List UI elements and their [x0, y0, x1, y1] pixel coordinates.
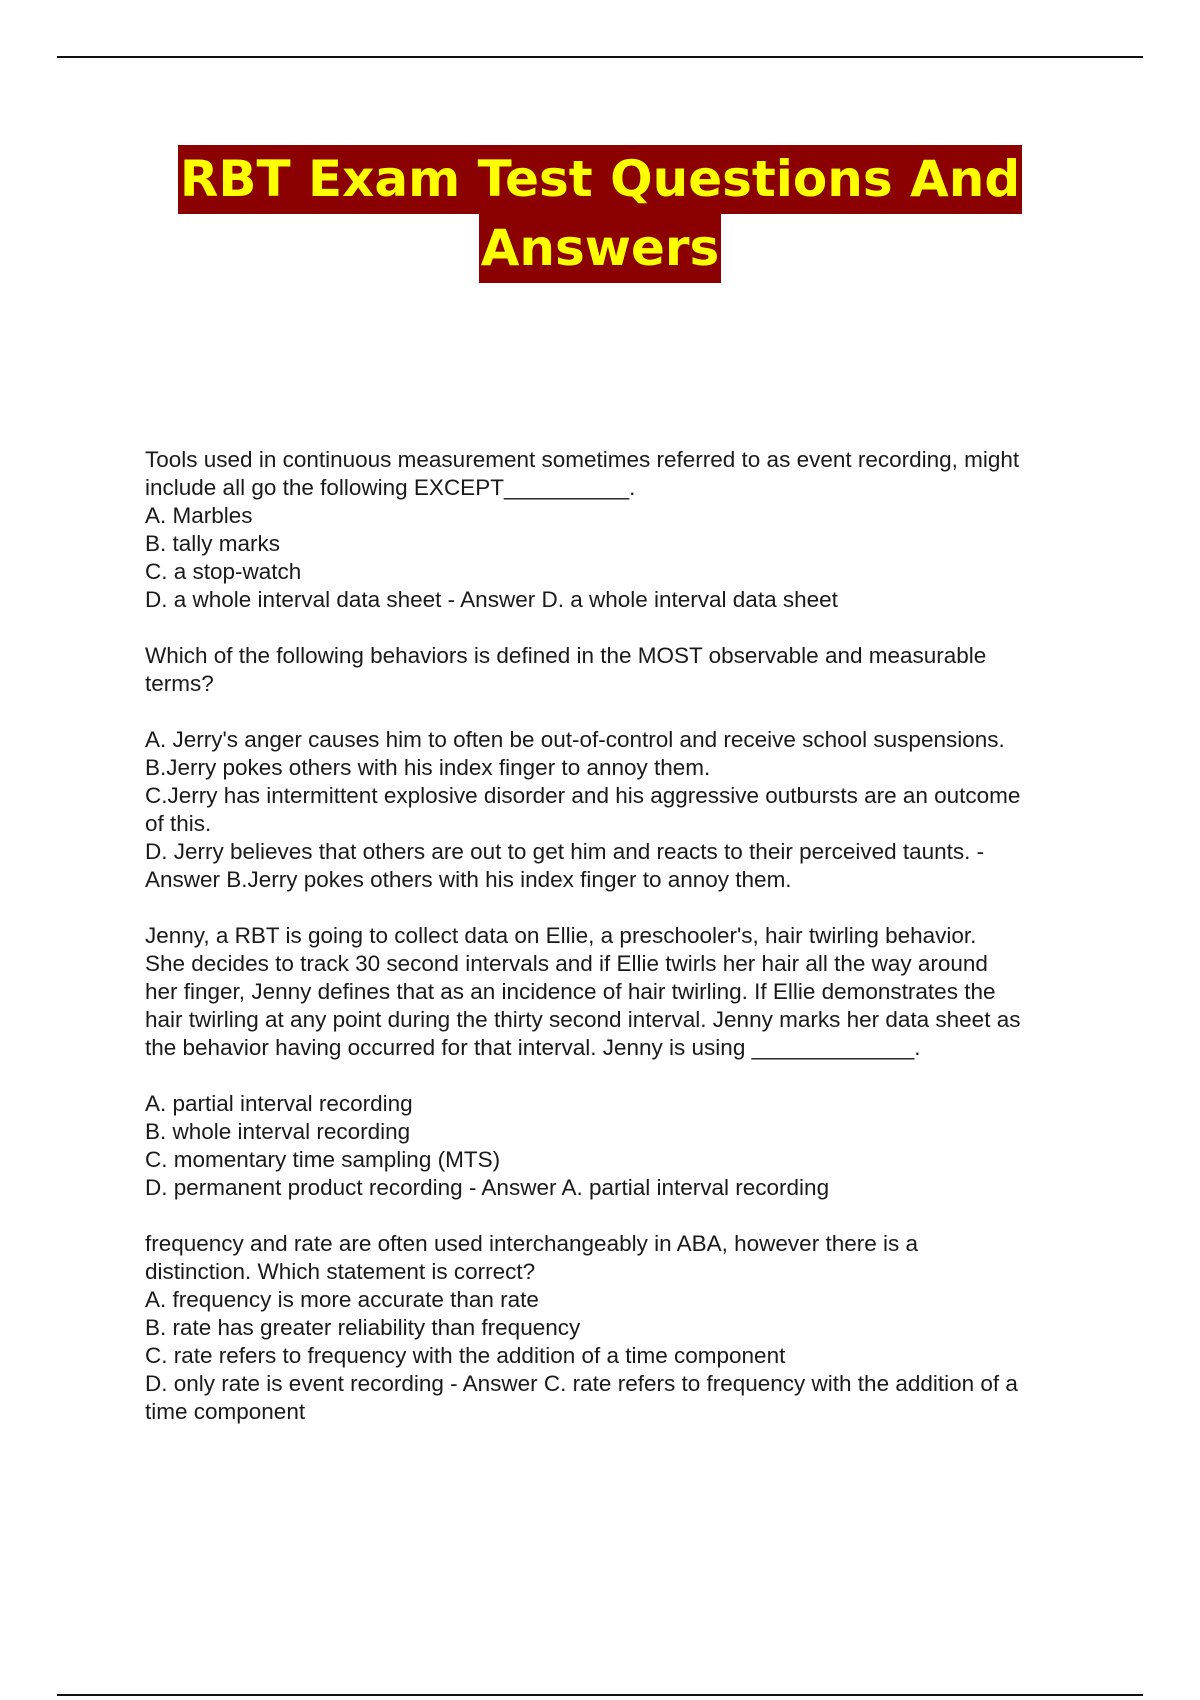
question-3-prompt-line-5: the behavior having occurred for that interval. Jenny is using _____________. — [145, 1035, 921, 1060]
question-3-option-a: A. partial interval recording — [145, 1091, 413, 1116]
title-line-2: Answers — [479, 214, 722, 283]
question-4-option-a: A. frequency is more accurate than rate — [145, 1287, 539, 1312]
question-1 — [145, 446, 1090, 614]
question-1-option-c: C. a stop-watch — [145, 559, 302, 584]
question-3-option-b: B. whole interval recording — [145, 1119, 411, 1144]
question-2-option-d: D. Jerry believes that others are out to get him and reacts to their perceived taunts. - — [145, 839, 985, 864]
question-4-option-b: B. rate has greater reliability than frequency — [145, 1315, 581, 1340]
question-2-option-c: C.Jerry has intermittent explosive disorder and his aggressive outbursts are an outcome — [145, 783, 1021, 808]
question-2-spacer — [145, 698, 1090, 726]
question-2-option-a: A. Jerry's anger causes him to often be out-of-control and receive school suspensions. — [145, 727, 1005, 752]
question-1-option-b: B. tally marks — [145, 531, 281, 556]
question-4-answer-cont: time component — [145, 1399, 306, 1424]
question-1-option-d-answer: D. a whole interval data sheet - Answer D. a whole interval data sheet — [145, 587, 838, 612]
question-4-option-d-answer: D. only rate is event recording - Answer C. rate refers to frequency with the addition of a — [145, 1371, 1018, 1396]
question-4 — [145, 1230, 1090, 1426]
question-3-prompt-line-2: She decides to track 30 second intervals and if Ellie twirls her hair all the way around — [145, 951, 988, 976]
question-1-line-2: include all go the following EXCEPT__________. — [145, 475, 636, 500]
document-title — [0, 145, 1200, 283]
question-4-option-c: C. rate refers to frequency with the addition of a time component — [145, 1343, 786, 1368]
question-4-line-1: frequency and rate are often used interchangeably in ABA, however there is a — [145, 1231, 918, 1256]
header-rule — [57, 56, 1143, 58]
question-3-option-c: C. momentary time sampling (MTS) — [145, 1147, 501, 1172]
question-3-prompt-line-4: hair twirling at any point during the thirty second interval. Jenny marks her data sheet as — [145, 1007, 1021, 1032]
question-list — [145, 446, 1090, 1454]
footer-rule — [57, 1694, 1143, 1696]
question-2-prompt-line-2: terms? — [145, 671, 214, 696]
question-2 — [145, 642, 1090, 894]
question-1-line-1: Tools used in continuous measurement sometimes referred to as event recording, might — [145, 447, 1020, 472]
question-3-prompt-line-1: Jenny, a RBT is going to collect data on Ellie, a preschooler's, hair twirling behavior. — [145, 923, 977, 948]
question-3-option-d-answer: D. permanent product recording - Answer A. partial interval recording — [145, 1175, 830, 1200]
question-2-option-b: B.Jerry pokes others with his index finger to annoy them. — [145, 755, 711, 780]
question-3-spacer — [145, 1062, 1090, 1090]
question-1-option-a: A. Marbles — [145, 503, 253, 528]
question-3 — [145, 922, 1090, 1202]
question-3-prompt-line-3: her finger, Jenny defines that as an incidence of hair twirling. If Ellie demonstrates the — [145, 979, 996, 1004]
question-4-line-2: distinction. Which statement is correct? — [145, 1259, 536, 1284]
question-2-prompt-line-1: Which of the following behaviors is defined in the MOST observable and measurable — [145, 643, 987, 668]
question-2-option-c-cont: of this. — [145, 811, 212, 836]
title-line-1: RBT Exam Test Questions And — [178, 145, 1022, 214]
question-2-answer: Answer B.Jerry pokes others with his index finger to annoy them. — [145, 867, 792, 892]
